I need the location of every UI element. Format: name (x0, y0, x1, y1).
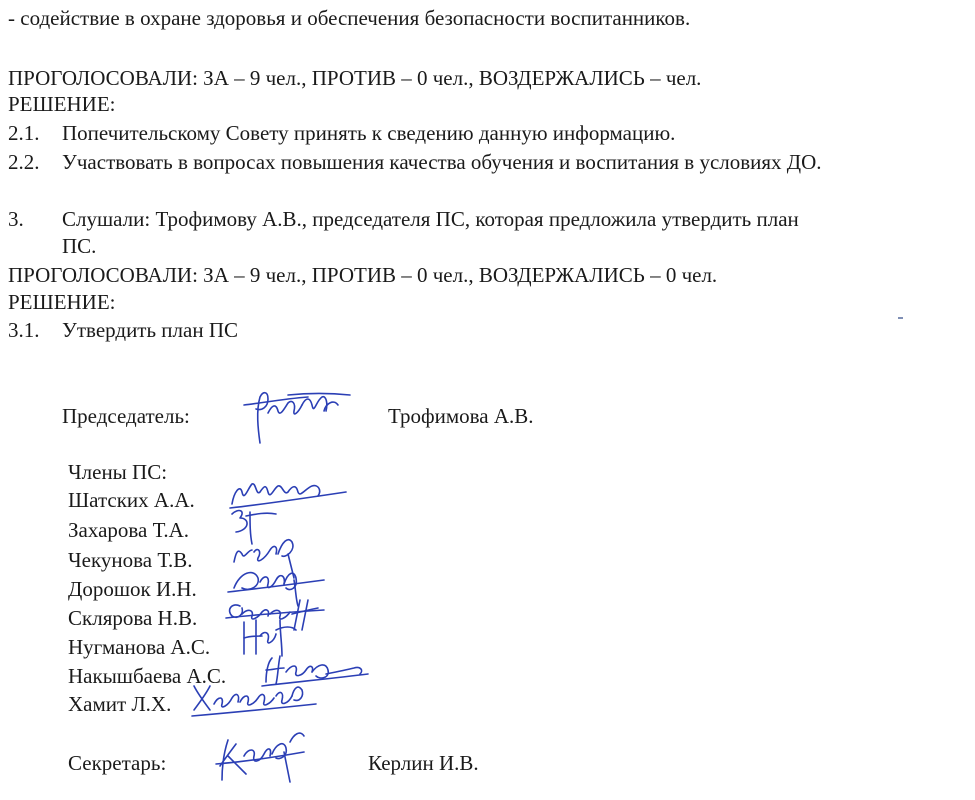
chair-label: Председатель: (62, 404, 190, 428)
chair-signature (238, 385, 358, 447)
member-name: Дорошок И.Н. (68, 577, 197, 601)
decision-heading-2: РЕШЕНИЕ: (8, 290, 116, 314)
member-name: Склярова Н.В. (68, 606, 198, 630)
member-signature (188, 676, 320, 720)
decision-heading-1: РЕШЕНИЕ: (8, 92, 116, 116)
decision-item-text: Участвовать в вопросах повышения качества обучения и воспитания в условиях ДО. (62, 150, 822, 174)
member-name: Накышбаева А.С. (68, 664, 227, 688)
decision-item-text: Попечительскому Совету принять к сведению данную информацию. (62, 121, 676, 145)
member-name: Нугманова А.С. (68, 635, 211, 659)
agenda-item-text: Слушали: Трофимову А.В., председателя ПС, которая предложила утвердить план (62, 207, 799, 231)
decision-item-number: 3.1. (8, 318, 40, 342)
agenda-item-text-continued: ПС. (62, 234, 97, 258)
member-name: Шатских А.А. (68, 488, 195, 512)
secretary-label: Секретарь: (68, 751, 167, 775)
decision-item-text: Утвердить план ПС (62, 318, 239, 342)
member-name: Захарова Т.А. (68, 518, 189, 542)
chair-name: Трофимова А.В. (388, 404, 534, 428)
agenda-item-number: 3. (8, 207, 24, 231)
decision-item-number: 2.1. (8, 121, 40, 145)
member-name: Хамит Л.Х. (68, 692, 172, 716)
secretary-signature (206, 722, 310, 786)
secretary-name: Керлин И.В. (368, 751, 479, 775)
member-name: Чекунова Т.В. (68, 548, 193, 572)
intro-line: - содействие в охране здоровья и обеспечения безопасности воспитанников. (8, 6, 691, 30)
decision-item-number: 2.2. (8, 150, 40, 174)
members-label: Члены ПС: (68, 460, 168, 484)
scan-speck (898, 317, 903, 319)
vote-result-1: ПРОГОЛОСОВАЛИ: ЗА – 9 чел., ПРОТИВ – 0 чел., ВОЗДЕРЖАЛИСЬ – чел. (8, 66, 702, 90)
vote-result-2: ПРОГОЛОСОВАЛИ: ЗА – 9 чел., ПРОТИВ – 0 чел., ВОЗДЕРЖАЛИСЬ – 0 чел. (8, 263, 718, 287)
